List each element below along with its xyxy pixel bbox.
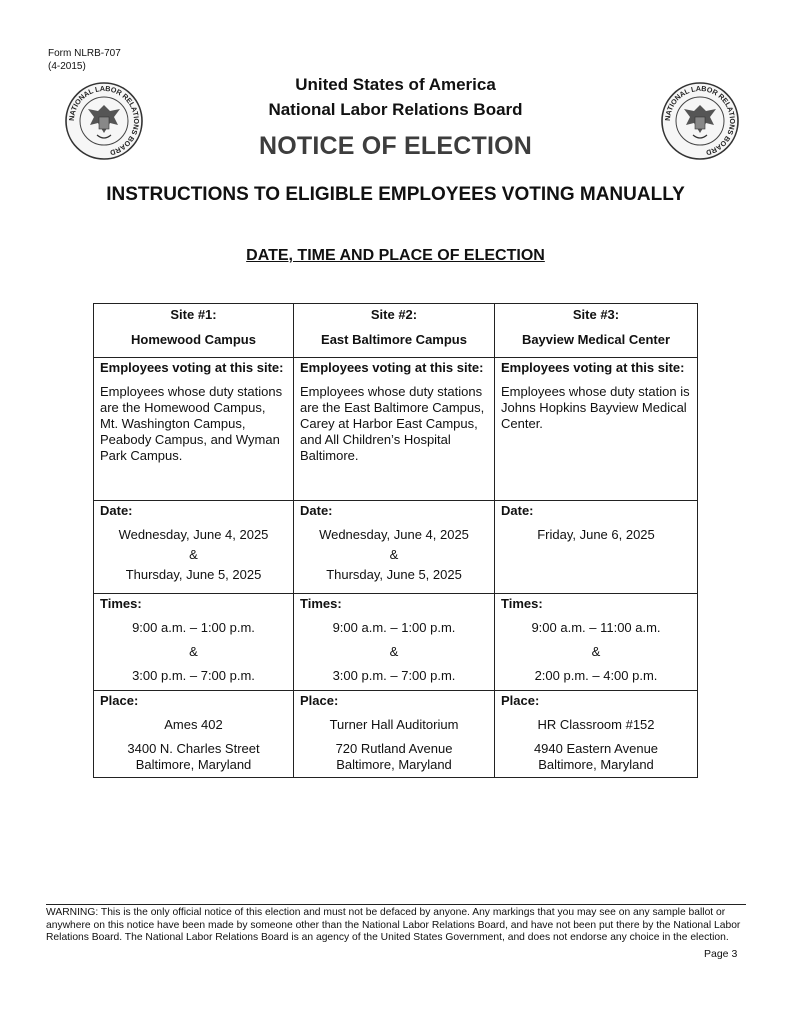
date-1: Wednesday, June 4, 2025: [319, 527, 469, 542]
place-row: [94, 691, 698, 778]
place-name: Turner Hall Auditorium: [329, 717, 459, 732]
site-2-place: [294, 691, 495, 778]
date-label: Date:: [501, 503, 534, 518]
place-label: Place:: [100, 693, 139, 708]
site-3-header: [495, 304, 698, 358]
warning-text: WARNING: This is the only official notice of this election and must not be defaced by anyone. Any markings that you may see on any sample ballot or anywhere on this notice have been made by someone other than the National Labor Relations Board, and have not been put there by the National Labor Relations Board. The National Labor Relations Board is an agency of the United States Government, and does not endorse any choice in the election.: [46, 907, 741, 943]
employees-text: Employees whose duty station is Johns Hopkins Bayview Medical Center.: [501, 384, 690, 431]
employees-text: Employees whose duty stations are the East Baltimore Campus, Carey at Harbor East Campus, and All Children’s Hospital Baltimore.: [300, 384, 485, 463]
times-row: [94, 594, 698, 691]
site-name: East Baltimore Campus: [321, 332, 467, 347]
site-1-times: [94, 594, 294, 691]
time-2: 3:00 p.m. – 7:00 p.m.: [132, 668, 255, 683]
place-street: 4940 Eastern Avenue: [533, 741, 659, 756]
form-number: Form NLRB-707: [48, 48, 121, 59]
place-label: Place:: [300, 693, 339, 708]
site-name: Bayview Medical Center: [521, 332, 671, 347]
election-sites-table: [93, 303, 698, 778]
time-1: 9:00 a.m. – 11:00 a.m.: [531, 620, 661, 635]
times-label: Times:: [100, 596, 142, 611]
site-3-employees: [495, 358, 698, 501]
header-agency: National Labor Relations Board: [268, 100, 523, 119]
site-header-row: [94, 304, 698, 358]
ampersand: &: [389, 547, 399, 562]
ampersand: &: [189, 644, 198, 659]
time-1: 9:00 a.m. – 1:00 p.m.: [332, 620, 456, 635]
place-city: Baltimore, Maryland: [336, 757, 452, 772]
date-label: Date:: [100, 503, 133, 518]
time-2: 2:00 p.m. – 4:00 p.m.: [534, 668, 658, 683]
times-label: Times:: [501, 596, 543, 611]
site-2-header: [294, 304, 495, 358]
site-1-employees: [94, 358, 294, 501]
employees-row: [94, 358, 698, 501]
section-title: DATE, TIME AND PLACE OF ELECTION: [246, 247, 545, 264]
times-label: Times:: [300, 596, 342, 611]
place-city: Baltimore, Maryland: [135, 757, 252, 772]
site-2-employees: [294, 358, 495, 501]
place-street: 3400 N. Charles Street: [127, 741, 260, 756]
site-1-date: [94, 501, 294, 594]
employees-label: Employees voting at this site:: [501, 360, 685, 375]
ampersand: &: [389, 644, 399, 659]
date-row: [94, 501, 698, 594]
seal-text: NATIONAL LABOR RELATIONS BOARD: [66, 83, 142, 158]
time-1: 9:00 a.m. – 1:00 p.m.: [132, 620, 255, 635]
instructions-heading: INSTRUCTIONS TO ELIGIBLE EMPLOYEES VOTING MANUALLY: [106, 184, 685, 205]
seal-text: NATIONAL LABOR RELATIONS BOARD: [662, 83, 738, 158]
site-name: Homewood Campus: [131, 332, 256, 347]
place-name: Ames 402: [164, 717, 223, 732]
place-name: HR Classroom #152: [537, 717, 655, 732]
date-label: Date:: [300, 503, 333, 518]
site-number: Site #1:: [170, 307, 217, 322]
page-number: Page 3: [704, 948, 738, 960]
site-1-header: [94, 304, 294, 358]
date-2: Thursday, June 5, 2025: [125, 567, 262, 582]
ampersand: &: [189, 547, 198, 562]
ampersand: &: [591, 644, 601, 659]
form-identifier: [48, 47, 121, 73]
site-number: Site #3:: [572, 307, 620, 322]
place-city: Baltimore, Maryland: [538, 757, 654, 772]
site-2-date: [294, 501, 495, 594]
site-2-times: [294, 594, 495, 691]
employees-label: Employees voting at this site:: [300, 360, 484, 375]
site-3-place: [495, 691, 698, 778]
place-street: 720 Rutland Avenue: [335, 741, 453, 756]
header-country: United States of America: [295, 75, 496, 94]
place-label: Place:: [501, 693, 540, 708]
page-title: NOTICE OF ELECTION: [258, 132, 533, 160]
employees-label: Employees voting at this site:: [100, 360, 284, 375]
date-1: Wednesday, June 4, 2025: [118, 527, 269, 542]
date-2: Thursday, June 5, 2025: [326, 567, 462, 582]
form-revision: (4-2015): [48, 61, 86, 72]
date-1: Friday, June 6, 2025: [537, 527, 655, 542]
site-3-date: [495, 501, 698, 594]
site-number: Site #2:: [370, 307, 418, 322]
site-1-place: [94, 691, 294, 778]
site-3-times: [495, 594, 698, 691]
employees-text: Employees whose duty stations are the Homewood Campus, Mt. Washington Campus, Peabody Campus, and Wyman Park Campus.: [100, 384, 283, 463]
time-2: 3:00 p.m. – 7:00 p.m.: [332, 668, 456, 683]
footer-divider: [46, 904, 746, 905]
